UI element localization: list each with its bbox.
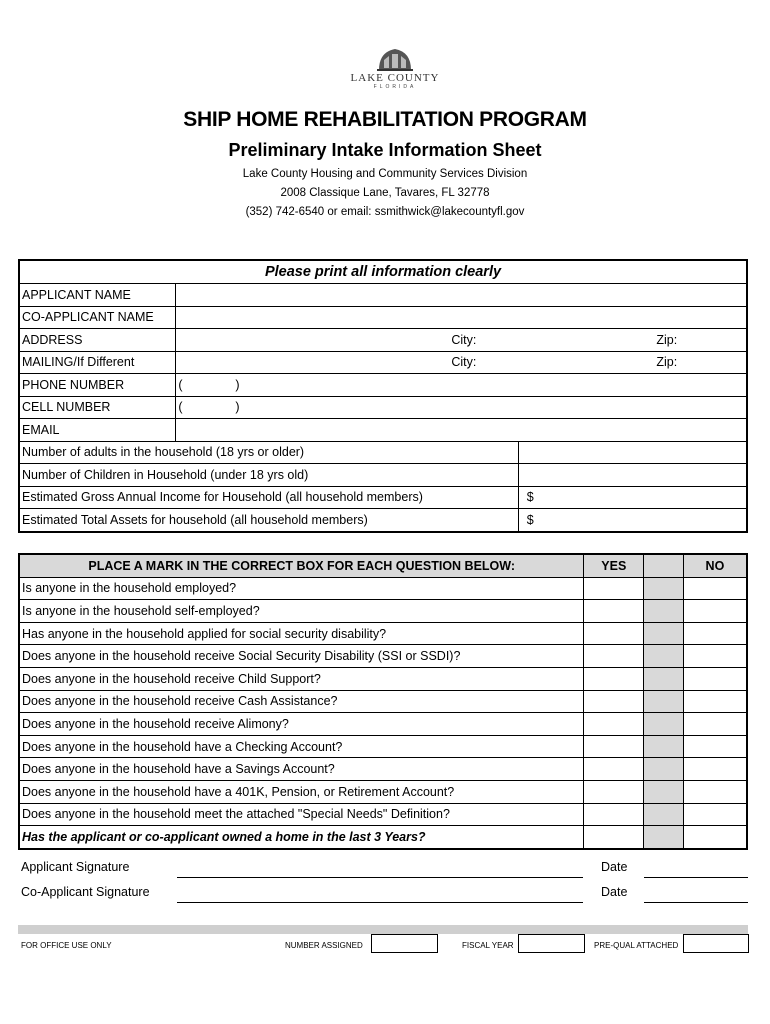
email-label: EMAIL [19,419,176,442]
questions-table [18,553,748,850]
column-spacer [644,622,684,645]
fiscal-year-box[interactable] [518,934,585,953]
email-field[interactable] [176,419,747,442]
zip-label: Zip: [656,355,678,370]
column-spacer [644,713,684,736]
county-logo [340,46,450,98]
address-label: ADDRESS [19,329,176,352]
household-label: Estimated Total Assets for household (all household members) [19,509,518,532]
household-label: Number of Children in Household (under 18 yrs old) [19,464,518,487]
question-text: Does anyone in the household receive Social Security Disability (SSI or SSDI)? [19,645,584,668]
yes-checkbox[interactable] [584,803,644,826]
yes-checkbox[interactable] [584,577,644,600]
cell-field[interactable] [176,396,747,419]
city-label: City: [451,332,477,347]
household-field[interactable]: $ [518,509,747,532]
city-label: City: [451,355,477,370]
column-spacer [644,600,684,623]
household-field[interactable] [518,441,747,464]
mailing-field[interactable] [176,351,747,374]
column-spacer [644,826,684,849]
column-spacer [644,577,684,600]
applicant-date-label: Date [601,860,628,874]
applicant-name-field[interactable] [176,284,747,307]
column-spacer [644,803,684,826]
area-code-open: ( [178,400,183,415]
column-spacer [644,554,684,577]
prequal-label: PRE-QUAL ATTACHED [594,941,679,950]
mailing-label: MAILING/If Different [19,351,176,374]
applicant-info-table [18,259,748,533]
household-label: Estimated Gross Annual Income for Household (all household members) [19,486,518,509]
question-text: Does anyone in the household have a Savings Account? [19,758,584,781]
question-text-homeownership: Has the applicant or co-applicant owned a home in the last 3 Years? [19,826,584,849]
area-code-open: ( [178,377,183,392]
co-applicant-signature-line[interactable] [177,902,583,903]
phone-label: PHONE NUMBER [19,374,176,397]
yes-checkbox[interactable] [584,645,644,668]
question-text: Has anyone in the household applied for social security disability? [19,622,584,645]
no-checkbox[interactable] [683,826,747,849]
no-checkbox[interactable] [683,600,747,623]
yes-checkbox[interactable] [584,735,644,758]
division-line: Lake County Housing and Community Services Division [242,168,528,180]
applicant-date-line[interactable] [644,877,748,878]
applicant-name-label: APPLICANT NAME [19,284,176,307]
county-seal-icon [375,46,415,72]
no-checkbox[interactable] [683,758,747,781]
household-label: Number of adults in the household (18 yrs or older) [19,441,518,464]
question-text: Is anyone in the household self-employed? [19,600,584,623]
question-text: Does anyone in the household meet the attached "Special Needs" Definition? [19,803,584,826]
table-heading: Please print all information clearly [19,260,747,284]
zip-label: Zip: [656,332,678,347]
column-spacer [644,690,684,713]
number-assigned-label: NUMBER ASSIGNED [285,941,363,950]
no-checkbox[interactable] [683,780,747,803]
no-checkbox[interactable] [683,667,747,690]
logo-name: LAKE COUNTY [350,72,440,84]
yes-checkbox[interactable] [584,667,644,690]
office-use-divider [18,925,748,934]
area-code-close: ) [235,400,240,415]
number-assigned-box[interactable] [371,934,438,953]
column-spacer [644,735,684,758]
co-applicant-name-field[interactable] [176,306,747,329]
column-spacer [644,758,684,781]
logo-subtitle: FLORIDA [373,84,417,90]
no-column-header: NO [683,554,747,577]
household-field[interactable]: $ [518,486,747,509]
fiscal-year-label: FISCAL YEAR [462,941,514,950]
question-text: Is anyone in the household employed? [19,577,584,600]
co-applicant-date-line[interactable] [644,902,748,903]
co-applicant-signature-label: Co-Applicant Signature [21,885,150,899]
yes-checkbox[interactable] [584,780,644,803]
no-checkbox[interactable] [683,735,747,758]
yes-column-header: YES [584,554,644,577]
yes-checkbox[interactable] [584,622,644,645]
question-text: Does anyone in the household have a Checking Account? [19,735,584,758]
co-applicant-name-label: CO-APPLICANT NAME [19,306,176,329]
household-field[interactable] [518,464,747,487]
questions-heading: PLACE A MARK IN THE CORRECT BOX FOR EACH QUESTION BELOW: [19,554,584,577]
no-checkbox[interactable] [683,713,747,736]
yes-checkbox[interactable] [584,600,644,623]
yes-checkbox[interactable] [584,690,644,713]
column-spacer [644,667,684,690]
applicant-signature-label: Applicant Signature [21,860,130,874]
question-text: Does anyone in the household receive Alimony? [19,713,584,736]
applicant-signature-line[interactable] [177,877,583,878]
no-checkbox[interactable] [683,645,747,668]
address-line: 2008 Classique Lane, Tavares, FL 32778 [280,187,490,199]
no-checkbox[interactable] [683,803,747,826]
contact-line: (352) 742-6540 or email: ssmithwick@lakecountyfl.gov [245,206,525,218]
question-text: Does anyone in the household receive Child Support? [19,667,584,690]
office-use-label: FOR OFFICE USE ONLY [21,941,112,950]
question-text: Does anyone in the household have a 401K, Pension, or Retirement Account? [19,780,584,803]
co-applicant-date-label: Date [601,885,628,899]
prequal-box[interactable] [683,934,749,953]
yes-checkbox[interactable] [584,758,644,781]
column-spacer [644,780,684,803]
page-title: SHIP HOME REHABILITATION PROGRAM [183,108,587,131]
address-field[interactable] [176,329,747,352]
cell-label: CELL NUMBER [19,396,176,419]
phone-field[interactable] [176,374,747,397]
yes-checkbox[interactable] [584,713,644,736]
question-text: Does anyone in the household receive Cash Assistance? [19,690,584,713]
no-checkbox[interactable] [683,577,747,600]
no-checkbox[interactable] [683,622,747,645]
page-subtitle: Preliminary Intake Information Sheet [228,140,542,160]
yes-checkbox[interactable] [584,826,644,849]
area-code-close: ) [235,377,240,392]
no-checkbox[interactable] [683,690,747,713]
column-spacer [644,645,684,668]
